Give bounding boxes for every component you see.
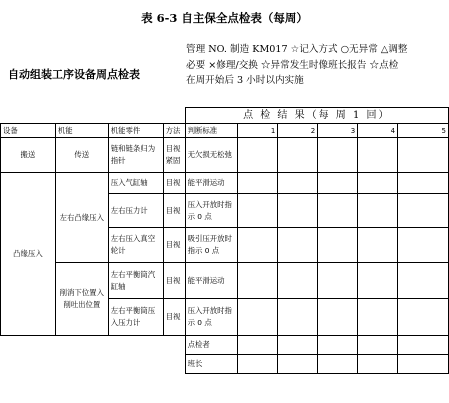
result-cell[interactable]	[398, 263, 449, 299]
process-conveying: 搬送	[1, 138, 56, 173]
result-cell[interactable]	[358, 228, 398, 263]
management-line: 管理 NO. 制造 KM017 ☆记入方式 ○无异常 △调整	[186, 44, 408, 55]
signature-cell[interactable]	[238, 355, 278, 374]
signature-cell[interactable]	[318, 355, 358, 374]
criteria-cell: 压入开放时指示 0 点	[185, 299, 238, 336]
result-cell[interactable]	[358, 138, 398, 173]
result-cell[interactable]	[358, 263, 398, 299]
result-cell[interactable]	[238, 173, 278, 194]
result-cell[interactable]	[398, 173, 449, 194]
process-flange-press: 凸缘压入	[1, 173, 56, 336]
signature-cell[interactable]	[278, 355, 318, 374]
method-cell: 目视紧固	[163, 138, 185, 173]
result-cell[interactable]	[318, 173, 358, 194]
leader-label: 班长	[185, 355, 238, 374]
signature-cell[interactable]	[358, 355, 398, 374]
week-3: 3	[318, 124, 358, 138]
result-cell[interactable]	[398, 138, 449, 173]
part-cell: 链和链条归为指针	[108, 138, 163, 173]
method-cell: 目视	[163, 173, 185, 194]
week-4: 4	[358, 124, 398, 138]
signature-cell[interactable]	[278, 336, 318, 355]
result-cell[interactable]	[318, 228, 358, 263]
week-5: 5	[398, 124, 449, 138]
result-cell[interactable]	[238, 263, 278, 299]
management-notes	[186, 42, 448, 89]
result-cell[interactable]	[238, 228, 278, 263]
signature-cell[interactable]	[318, 336, 358, 355]
table-number-title: 表 6-3 自主保全点检表（每周）	[141, 11, 308, 25]
criteria-cell: 吸引压开放时指示 0 点	[185, 228, 238, 263]
signature-cell[interactable]	[398, 355, 449, 374]
signature-cell[interactable]	[238, 336, 278, 355]
criteria-cell: 压入开放时指示 0 点	[185, 194, 238, 228]
inspection-table	[0, 107, 449, 374]
signature-cell[interactable]	[398, 336, 449, 355]
part-cell: 左右平衡筒汽缸轴	[108, 263, 163, 299]
criteria-cell: 能平滑运动	[185, 173, 238, 194]
result-cell[interactable]	[358, 173, 398, 194]
result-cell[interactable]	[238, 194, 278, 228]
result-cell[interactable]	[278, 194, 318, 228]
result-cell[interactable]	[238, 138, 278, 173]
management-line: 必要 ×修理/交换 ☆异常发生时像班长报告 ☆点检	[186, 59, 399, 71]
method-cell: 目视	[163, 228, 185, 263]
management-line: 在周开始后 3 小时以内实施	[186, 75, 304, 86]
result-cell[interactable]	[278, 299, 318, 336]
inspector-label: 点检者	[185, 336, 238, 355]
sheet-title: 自动组装工序设备周点检表	[8, 68, 140, 81]
result-cell[interactable]	[358, 299, 398, 336]
col-criteria: 判断标准	[185, 124, 238, 138]
result-cell[interactable]	[398, 228, 449, 263]
method-cell: 目视	[163, 299, 185, 336]
signature-cell[interactable]	[358, 336, 398, 355]
result-cell[interactable]	[278, 138, 318, 173]
results-header: 点 检 结 果（每 周 1 回）	[185, 108, 448, 124]
mechanism-transfer: 传送	[55, 138, 108, 173]
result-cell[interactable]	[278, 173, 318, 194]
part-cell: 左右压入真空轮计	[108, 228, 163, 263]
week-1: 1	[238, 124, 278, 138]
result-cell[interactable]	[278, 228, 318, 263]
criteria-cell: 无欠损无松弛	[185, 138, 238, 173]
result-cell[interactable]	[358, 194, 398, 228]
col-method: 方法	[163, 124, 185, 138]
result-cell[interactable]	[318, 263, 358, 299]
method-cell: 目视	[163, 194, 185, 228]
criteria-cell: 能平滑运动	[185, 263, 238, 299]
result-cell[interactable]	[398, 194, 449, 228]
part-cell: 左右压力计	[108, 194, 163, 228]
mechanism-balance: 削消下位置入削吐出位置	[55, 263, 108, 336]
part-cell: 压入气缸轴	[108, 173, 163, 194]
result-cell[interactable]	[318, 138, 358, 173]
col-process: 设备	[1, 124, 56, 138]
result-cell[interactable]	[238, 299, 278, 336]
col-part: 机能零件	[108, 124, 163, 138]
result-cell[interactable]	[398, 299, 449, 336]
method-cell: 目视	[163, 263, 185, 299]
col-mechanism: 机能	[55, 124, 108, 138]
week-2: 2	[278, 124, 318, 138]
mechanism-flange-press: 左右凸缘压入	[55, 173, 108, 263]
part-cell: 左右平衡筒压入压力计	[108, 299, 163, 336]
result-cell[interactable]	[318, 299, 358, 336]
result-cell[interactable]	[278, 263, 318, 299]
result-cell[interactable]	[318, 194, 358, 228]
